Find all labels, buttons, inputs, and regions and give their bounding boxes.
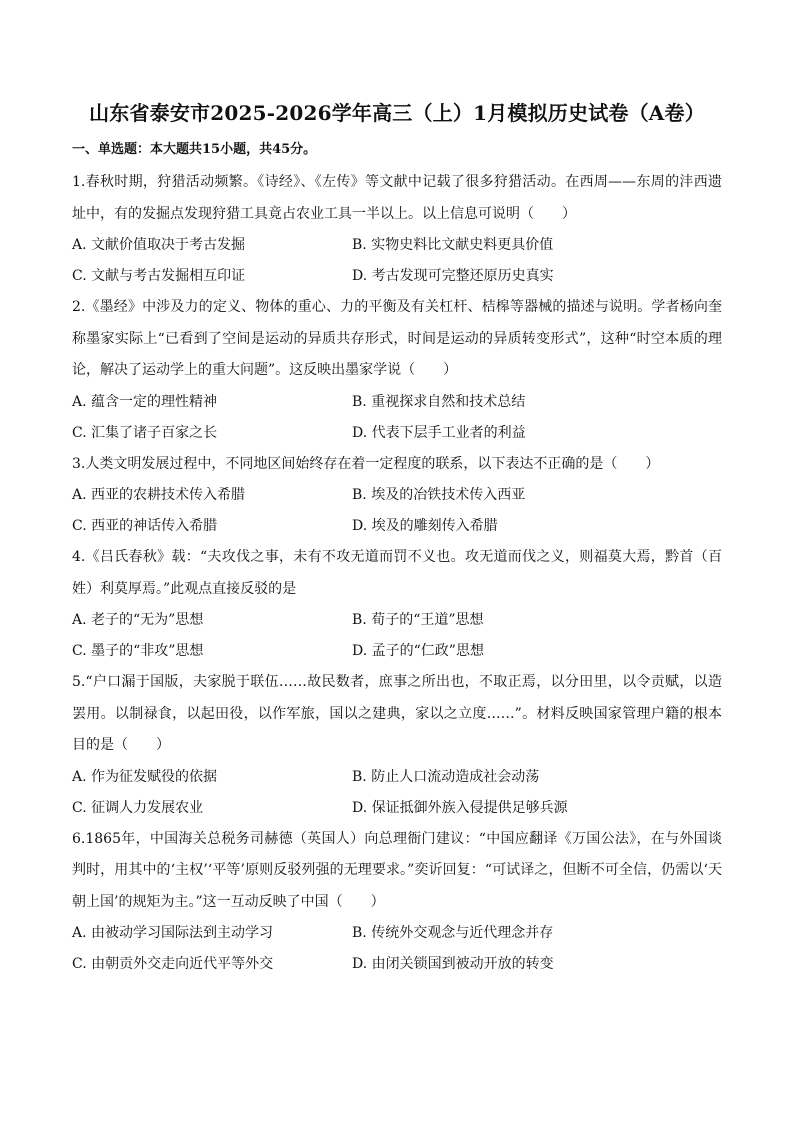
option-b: B. 实物史料比文献史料更具价值 xyxy=(352,237,554,253)
option-c: C. 由朝贡外交走向近代平等外交 xyxy=(72,956,274,972)
question-stem: 3.人类文明发展过程中，不同地区间始终存在着一定程度的联系，以下表达不正确的是（ ） xyxy=(72,455,660,472)
option-b: B. 荀子的“王道”思想 xyxy=(352,612,484,628)
option-c: C. 墨子的“非攻”思想 xyxy=(72,643,204,659)
question-1 xyxy=(72,167,722,292)
option-a: A. 西亚的农耕技术传入希腊 xyxy=(72,487,246,503)
question-6 xyxy=(72,824,722,981)
question-5 xyxy=(72,667,722,824)
question-stem: 1.春秋时期，狩猎活动频繁。《诗经》、《左传》等文献中记载了很多狩猎活动。在西周——东周的沣西遗址中，有的发掘点发现狩猎工具竟占农业工具一半以上。以上信息可说明（ ） xyxy=(72,174,722,222)
exam-title: 山东省泰安市2025-2026学年高三（上）1月模拟历史试卷（A卷） xyxy=(89,101,705,125)
question-4 xyxy=(72,542,722,667)
option-d: D. 代表下层手工业者的利益 xyxy=(352,424,526,441)
option-c: C. 征调人力发展农业 xyxy=(72,799,204,816)
option-list xyxy=(72,230,722,292)
option-list xyxy=(72,480,722,542)
option-list xyxy=(72,387,722,449)
question-stem: 6.1865年，中国海关总税务司赫德（英国人）向总理衙门建议：“中国应翻译《万国公法》，在与外国谈判时，用其中的‘主权’‘平等’原则反驳列强的无理要求。”奕䜣回复：“可试译之，但断不可全信，仍需以‘天朝上国’的规矩为主。”这一互动反映了中国（ ） xyxy=(72,830,722,910)
question-3 xyxy=(72,449,722,543)
option-a: A. 由被动学习国际法到主动学习 xyxy=(72,925,274,941)
option-d: D. 考古发现可完整还原历史真实 xyxy=(352,268,554,284)
option-a: A. 文献价值取决于考古发掘 xyxy=(72,237,246,253)
exam-page xyxy=(72,98,722,980)
option-a: A. 老子的“无为”思想 xyxy=(72,612,204,628)
option-list xyxy=(72,918,722,980)
option-b: B. 防止人口流动造成社会动荡 xyxy=(352,768,540,785)
option-a: A. 蕴含一定的理性精神 xyxy=(72,393,218,410)
option-b: B. 埃及的冶铁技术传入西亚 xyxy=(352,487,526,503)
option-d: D. 埃及的雕刻传入希腊 xyxy=(352,518,498,534)
option-d: D. 由闭关锁国到被动开放的转变 xyxy=(352,956,554,972)
option-c: C. 汇集了诸子百家之长 xyxy=(72,424,218,441)
option-b: B. 传统外交观念与近代理念并存 xyxy=(352,925,554,941)
question-stem: 2.《墨经》中涉及力的定义、物体的重心、力的平衡及有关杠杆、桔槔等器械的描述与说明。学者杨向奎称墨家实际上“已看到了空间是运动的异质共存形式，时间是运动的异质转变形式”，这种“时空本质的理论，解决了运动学上的重大问题”。这反映出墨家学说（ ） xyxy=(72,299,722,378)
question-stem: 5.“户口漏于国版，夫家脱于联伍……故民数者，庶事之所出也，不取正焉，以分田里，以令贡赋，以造罢用。以制禄食，以起田役，以作军旅，国以之建典，家以之立度……”。材料反映国家管理户籍的根本目的是（ ） xyxy=(72,674,722,753)
option-d: D. 孟子的“仁政”思想 xyxy=(352,643,484,659)
section-heading: 一、单选题：本大题共15小题，共45分。 xyxy=(72,142,317,157)
option-list xyxy=(72,762,722,824)
option-a: A. 作为征发赋役的依据 xyxy=(72,768,218,785)
option-c: C. 西亚的神话传入希腊 xyxy=(72,518,218,534)
option-c: C. 文献与考古发掘相互印证 xyxy=(72,268,246,284)
question-2 xyxy=(72,292,722,449)
option-b: B. 重视探求自然和技术总结 xyxy=(352,393,526,410)
option-list xyxy=(72,605,722,667)
question-stem: 4.《吕氏春秋》载：“夫攻伐之事，未有不攻无道而罚不义也。攻无道而伐之义，则福莫大焉，黔首（百姓）利莫厚焉。”此观点直接反驳的是 xyxy=(72,549,722,597)
option-d: D. 保证抵御外族入侵提供足够兵源 xyxy=(352,799,568,816)
